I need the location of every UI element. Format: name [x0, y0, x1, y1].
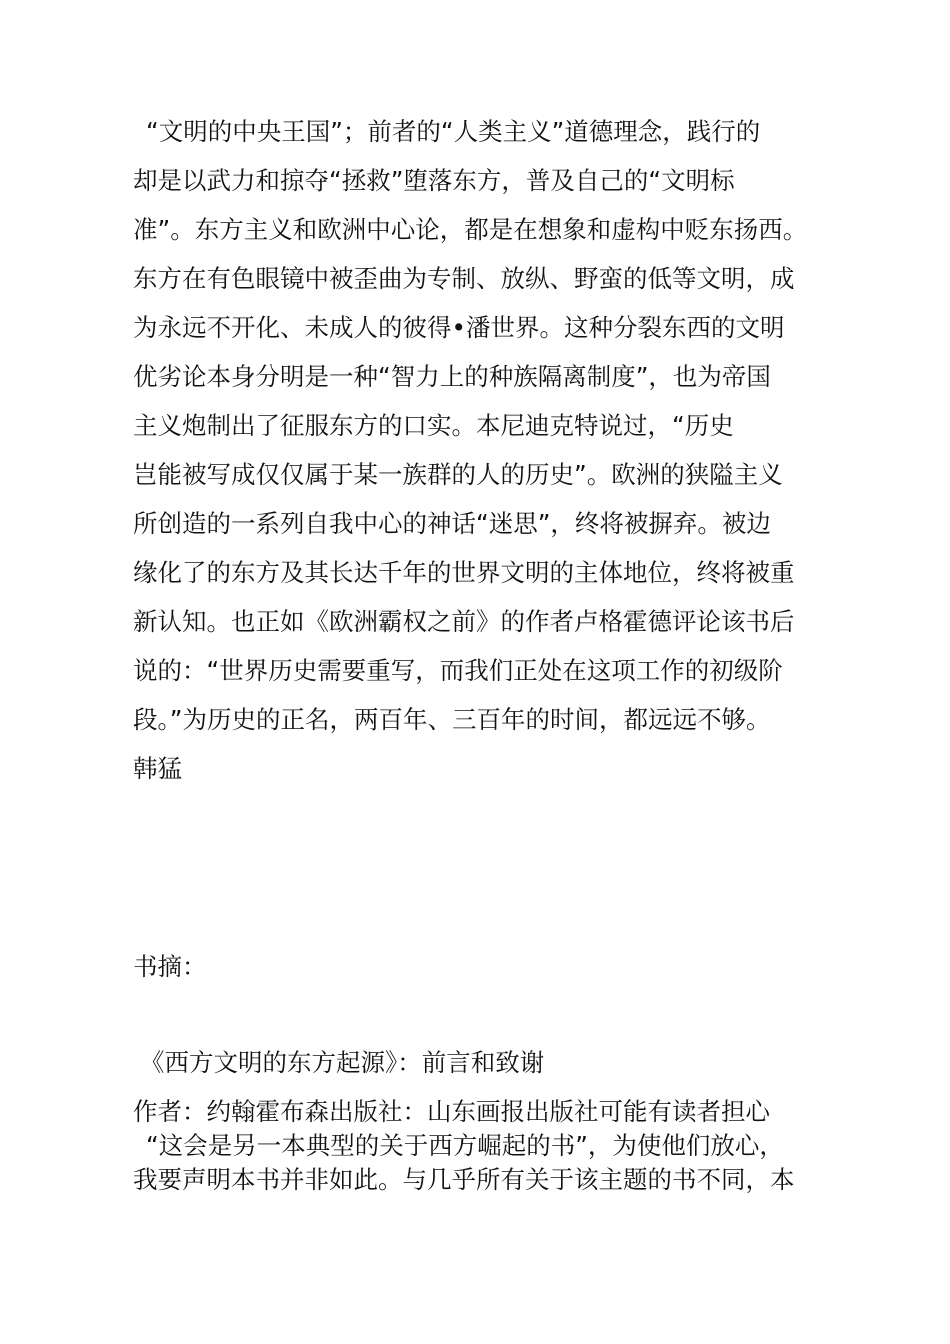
body-line-5: 为永远不开化、未成人的彼得•潘世界。这种分裂东西的文明: [133, 313, 785, 342]
body-line-6: 优劣论本身分明是一种“智力上的种族隔离制度”，也为帝国: [133, 362, 771, 391]
body-line-11: 新认知。也正如《欧洲霸权之前》的作者卢格霍德评论该书后: [133, 607, 795, 636]
body-line-13: 段。”为历史的正名，两百年、三百年的时间，都远远不够。: [133, 705, 771, 734]
body-line-4: 东方在有色眼镜中被歪曲为专制、放纵、野蛮的低等文明，成: [133, 264, 795, 293]
body-line-7: 主义炮制出了征服东方的口实。本尼迪克特说过，“历史: [133, 411, 734, 440]
excerpt-line-2: “这会是另一本典型的关于西方崛起的书”，为使他们放心，: [146, 1131, 784, 1160]
excerpt-line-3: 我要声明本书并非如此。与几乎所有关于该主题的书不同，本: [133, 1165, 795, 1194]
excerpt-line-1: 作者：约翰霍布森出版社：山东画报出版社可能有读者担心: [133, 1097, 770, 1126]
author-signature: 韩猛: [133, 754, 182, 783]
body-line-9: 所创造的一系列自我中心的神话“迷思”，终将被摒弃。被边: [133, 509, 771, 538]
body-line-8: 岂能被写成仅仅属于某一族群的人的历史”。欧洲的狭隘主义: [133, 460, 783, 489]
excerpt-heading: 书摘：: [133, 952, 207, 981]
excerpt-title: 《西方文明的东方起源》：前言和致谢: [140, 1048, 545, 1077]
body-line-12: 说的：“世界历史需要重写，而我们正处在这项工作的初级阶: [133, 656, 783, 685]
body-line-2: 却是以武力和掠夺“拯救”堕落东方，普及自己的“文明标: [133, 166, 735, 195]
body-line-1: “文明的中央王国”；前者的“人类主义”道德理念，践行的: [146, 117, 761, 146]
body-line-3: 准”。东方主义和欧洲中心论，都是在想象和虚构中贬东扬西。: [133, 215, 808, 244]
body-line-10: 缘化了的东方及其长达千年的世界文明的主体地位，终将被重: [133, 558, 795, 587]
